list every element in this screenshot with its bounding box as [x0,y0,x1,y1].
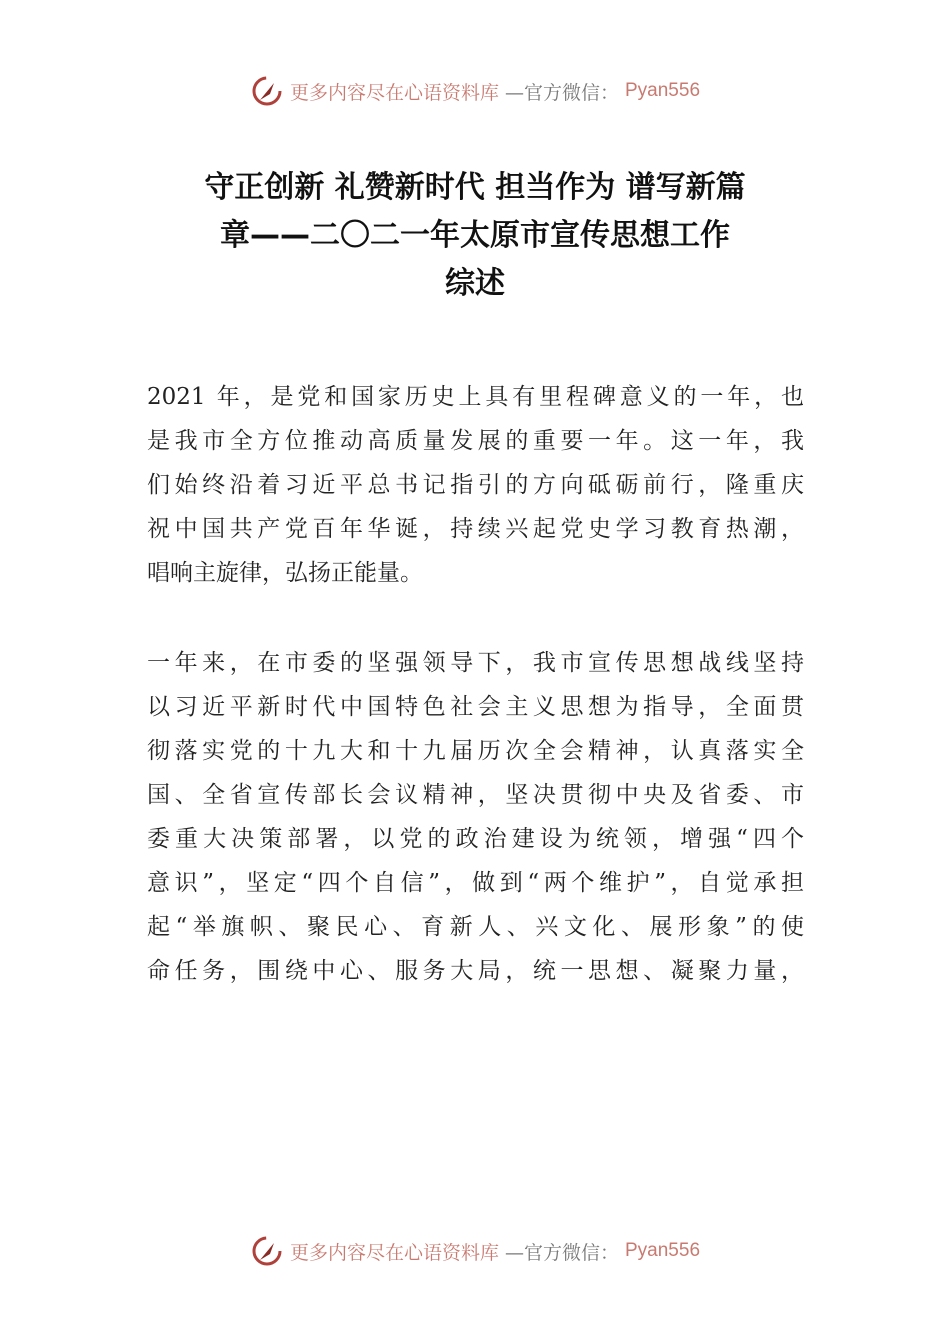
text-line: 祝中国共产党百年华诞，持续兴起党史学习教育热潮， [147,516,804,542]
title-line: 守正创新 礼赞新时代 担当作为 谱写新篇 [204,170,746,205]
title-line: 综述 [445,266,505,301]
text-line: 们始终沿着习近平总书记指引的方向砥砺前行，隆重庆 [147,472,804,498]
text-line: 起“举旗帜、聚民心、育新人、兴文化、展形象”的使 [147,914,804,940]
text-line: 国、全省宣传部长会议精神，坚决贯彻中央及省委、市 [147,782,804,808]
header-watermark [0,74,950,108]
text-line: 彻落实党的十九大和十九届历次全会精神，认真落实全 [147,738,804,764]
text-line: 一年来，在市委的坚强领导下，我市宣传思想战线坚持 [147,650,804,676]
text-line: 意识”，坚定“四个自信”，做到“两个维护”，自觉承担 [147,870,804,896]
text-line: 命任务，围绕中心、服务大局，统一思想、凝聚力量， [147,958,804,984]
watermark-text: 更多内容尽在心语资料库 [289,81,499,104]
watermark-wechat-id: Pyan556 [625,1240,701,1261]
text-line: 2021 年，是党和国家历史上具有里程碑意义的一年，也 [147,384,804,410]
text-line: 委重大决策部署，以党的政治建设为统领，增强“四个 [147,826,804,852]
watermark-separator: —官方微信： [504,81,619,104]
watermark-separator: —官方微信： [504,1241,619,1264]
quill-logo-icon [250,1234,284,1268]
paragraph-2 [147,641,804,993]
title-line: 章——二〇二一年太原市宣传思想工作 [220,218,730,253]
text-line: 是我市全方位推动高质量发展的重要一年。这一年，我 [147,428,804,454]
watermark-text: 更多内容尽在心语资料库 [289,1241,499,1264]
document-title [140,164,810,308]
quill-logo-icon [250,74,284,108]
text-line: 唱响主旋律，弘扬正能量。 [147,560,423,586]
footer-watermark [0,1234,950,1268]
text-line: 以习近平新时代中国特色社会主义思想为指导，全面贯 [147,694,804,720]
paragraph-1 [147,375,804,595]
watermark-wechat-id: Pyan556 [625,80,701,101]
